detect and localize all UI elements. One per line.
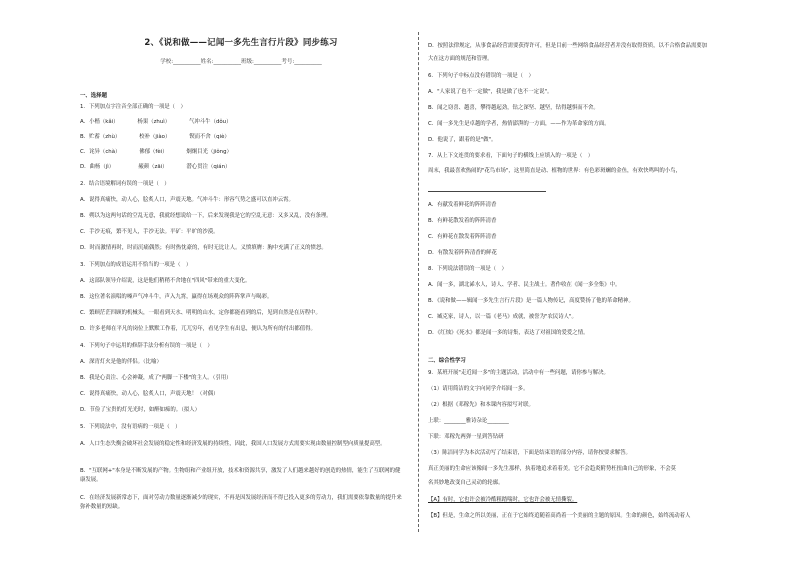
option-c: C．诧异（chà） 佛郁（fèi） 炯炯目光（jiǒng） [80,149,232,155]
sub-question: （1）请用简洁的文字向同学介绍闻一多。 [428,386,529,392]
option-b: B．朔以为这两句话的空乱无意，我就经想说给一下，后来发现我是它的空乱无意：又多又乱，没有条理。 [80,213,332,219]
option-d: D．有散发着阵阵清香的鲜花 [428,250,497,256]
option-c: C．手沙无痕，繁不见人，手沙无法。平矿：平旷的沙漠。 [80,229,219,235]
option-c: C．繁顾茫茫四顾的机械头，一眼看到天水、明明的山水，定你都能看到的后，见到自然是在历程中。 [80,310,321,316]
option-d-continued: 大在这方面的规范和管理。 [428,56,493,62]
question-stem: 1．下列加点字注音全部正确的一项是（ ） [80,104,186,110]
student-info-line: 学校:__________姓名:__________班级:__________考号:__________ [160,59,322,65]
option-b: B．"互联网+"本身是不断发展的产物。生物组和产业组开放，技术和资源共享，激发了人们越来越好的创造的热情，能生了互联网的健康发展。 [80,468,401,483]
option-c: C．说得真痛快，动人心，脍炙人口，声震天地！（对偶） [80,391,219,397]
option-a: A．"人家说了也不一定做"，我是做了也不一定说"。 [428,89,553,95]
option-a: A．说得真痛快，动人心，脍炙人口，声震天地。气冲斗牛：形容气势之盛可以直冲云霄。 [80,197,294,203]
passage-line: 名其妙地改变自己灵动的轮廓。 [428,480,504,486]
question-stem: 6．下列句子中标点没有错误的一项是（ ） [428,73,534,79]
option-c: C．在经济发展新常态下，面对劳动力数量逐渐减少的现实，不再是因发展经济而不得已投入更多的劳动力，我们需要依靠数量的提升来弥补数量的短缺。 [80,495,402,510]
passage-line: 周末，我最喜欢热闹的"花鸟市场"，这里简直是动、植物的世界：有色彩斑斓的金鱼，有欢快鸣叫的小鸟， [428,168,681,174]
option-d: D．按照法律规定，从事食品经营需要获得许可，但是目前一些网络食品经营者并没有取得资质，以不合格食品需要加 [428,43,708,49]
passage-sentence-a: 【A】有时，它也许会被冷酷粗踏喘时，它也许会被无情撕裂。 [428,497,578,503]
option-a: A．小楷（kǎi） 杨果（zhuì） 气冲斗牛（dǒu） [80,119,232,125]
option-b: B．有鲜花散发着的阵阵清香 [428,218,497,224]
question-stem: 5．下列说法中，没有语病的一项是（ ） [80,424,181,430]
couplet-upper: 上联：________雅诗杂论________ [428,418,509,424]
option-d: D．《红烛》《死水》都是闻一多的诗集，表达了对祖国的爱爱之情。 [428,330,589,336]
option-b: B．这位著名演唱的嗓声气冲斗牛，声入九霄，赢得在场观众的阵阵掌声与喝彩。 [80,294,273,300]
question-stem: 2．结合语境解词有误的一项是（ ） [80,181,170,187]
section-heading: 一、选择题 [80,93,107,99]
option-c: C．臧克家，诗人，以一篇《老马》成就，被誉为"农民诗人"。 [428,314,577,320]
option-a: A．人口生态失衡会破坏社会发展的稳定性和经济发展的持续性，因此，我国人口发展方式需要实现由数量控制型向质量提高型。 [80,441,386,447]
question-stem: 8．下列说法错误的一项是（ ） [428,266,507,272]
option-b: B．我是心责注、心会神凝，成了"两脚一下楼"的主人。（引用） [80,375,232,381]
question-stem: 7．从上下文连贯的要求看，下面句子的横线上应填入的一项是（ ） [428,153,594,159]
answer-blank [428,191,546,192]
passage-line: 真正美丽的生命应该像闻一多先生那样，执着地追求着着美。它不会趋炎附势枉扭曲自己的形象，不会莫 [428,466,676,472]
column-divider [418,32,419,532]
sub-question: （3）陈洁同学为本次活动写了结束语，下面是结束语的部分内容，请你按要求解答。 [428,450,631,456]
question-stem: 9．某班开展"走近闻一多"的主题活动，活动中有一些问题，请你参与解决。 [428,370,609,376]
option-b: B．贮蓄（zhù） 校补（jiào） 锲而不舍（qiè） [80,134,230,140]
option-a: A．闻一多，湖北浠水人，诗人、学者、民主战士。著作收在《闻一多全集》中。 [428,282,621,288]
option-d: D．时而激情再时，时而沉痛偶然；有时热忱豪的，有时无比让人。义愤填膺：胸中充满了正义的愤怒。 [80,245,327,251]
question-stem: 3．下列加点的成语运用不恰当的一项是（ ） [80,262,192,268]
sub-question: （2）根据《邓稼先》和本课内容拟写对联。 [428,402,534,408]
option-b: B．《说和做——辑闻一多先生言行片段》是一篇人物传记，高度赞扬了他的革命精神。 [428,298,634,304]
option-c: C．闻一多先生是卓越的学者，热情澎湃的一方面，——作为革命家的方面。 [428,121,610,127]
option-a: A．深宵灯火是他的伴侣。（比喻） [80,359,162,365]
couplet-lower: 下联：邓稼先两弹一星到答钻研 [428,434,504,440]
section-heading: 二、综合性学习 [428,358,466,364]
page-title: 2、《说和做——记闻一多先生言行片段》同步练习 [144,38,338,48]
option-a: A．这部队领导介绍说，这是他们稍稍不舍地在"四风"带来的重大变化。 [80,278,251,284]
option-d: D．许多老师在平凡的岗位上默默工作着，兀兀穷年，看见学生有出息，便认为所有的付出都值得。 [80,326,316,332]
option-c: C．有鲜花在散发着阵阵清香 [428,234,497,240]
passage-sentence-b: 【B】但是，生命之所以美丽，正在于它始终追随着高尚着一个美丽的主题的原因。生命的颜色，始终流动着人 [428,513,691,519]
option-d: D．节俭了宝贵的灯光光时，如醉如痴的。（拟人） [80,407,201,413]
option-d: D．他说了，跟着的是"做"。 [428,137,497,143]
option-b: B．闻之窃喜、越喜，攀得越起劲，钻之深坚、越坚，钻得越惧而不舍。 [428,105,599,111]
option-d: D．曲杨（jì） 赧颜（zāi） 潜心贯注（qián） [80,164,231,170]
question-stem: 4．下列句子中运用的修辞手法分析有误的一项是（ ） [80,343,213,349]
option-a: A．有献发着鲜花的阵阵清香 [428,202,497,208]
